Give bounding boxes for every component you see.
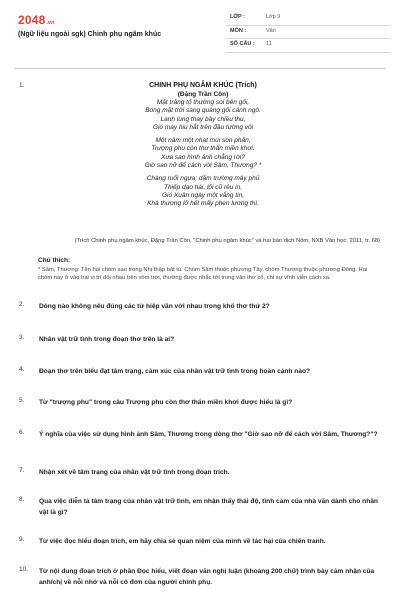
poem-citation: (Trích Chinh phụ ngâm khúc, Đặng Trần Côn, "Chinh phụ ngâm khúc" và hai bản dịch Nôm, NXB Văn học, 2011, tr. 68) xyxy=(74,238,380,244)
question-item xyxy=(19,397,384,408)
question-item xyxy=(19,301,384,312)
question-item xyxy=(19,366,384,377)
poem-line: Mặt trăng tỏ thường soi bên gối, xyxy=(156,99,250,106)
meta-value: Lớp 9 xyxy=(266,14,281,20)
document-title: (Ngữ liệu ngoài sgk) Chinh phụ ngâm khúc xyxy=(18,31,162,38)
question-text: Nhận xét về tâm trạng của nhân vật trữ tình trong đoạn trích. xyxy=(39,469,230,476)
meta-label: LỚP : xyxy=(230,14,245,20)
poem-line: Khá thương lỡ hết mấy phen lương thì. xyxy=(147,200,259,208)
question-text: Từ "trượng phu" trong câu Trượng phu còn thơ thẩn miền khơi được hiểu là gì? xyxy=(39,399,293,406)
meta-label: SỐ CÂU : xyxy=(230,41,255,47)
poem-line: Giờ sao nỡ để cách vời Sâm, Thương? * xyxy=(144,162,262,170)
poem-stanza xyxy=(30,137,376,170)
poem-line: Chàng ruổi ngựa; dặm trường mây phủ xyxy=(146,175,260,183)
poem-title: CHINH PHỤ NGÂM KHÚC (Trích) xyxy=(149,82,257,89)
question-text: Đoạn thơ trên biểu đạt tâm trạng, cảm xúc của nhân vật trữ tình trong hoàn cảnh nào? xyxy=(39,368,311,375)
question-item xyxy=(19,334,384,345)
note-heading: Chú thích: xyxy=(38,257,71,264)
poem-line: Bóng mặt trời sáng quáng gối cảnh ngô. xyxy=(145,107,261,115)
question-item xyxy=(19,429,384,440)
question-text: Nhân vật trữ tình trong đoạn thơ trên là ai? xyxy=(39,336,175,343)
question-number: 5. xyxy=(19,397,25,404)
poem-stanza xyxy=(30,175,376,208)
question-text: Dòng nào không nêu đúng các từ hiệp vần với nhau trong khổ thơ thứ 2? xyxy=(39,303,270,310)
question-item xyxy=(19,467,384,478)
poem-block xyxy=(30,82,376,209)
question-number: 10. xyxy=(19,566,29,573)
question-text: Từ nội dung đoạn trích ở phần Đọc hiểu, viết đoạn văn nghị luận (khoảng 200 chữ) trình bày cảm nhận của anh/chị về nỗi nhớ và nỗi cô đơn của người chinh phụ. xyxy=(39,568,375,586)
question-item xyxy=(19,566,384,588)
poem-line: Trượng phu còn thơ thẩn miền khơi. xyxy=(151,145,255,153)
meta-row-question-count xyxy=(226,39,390,53)
site-logo[interactable] xyxy=(18,13,54,27)
header-divider xyxy=(14,68,386,69)
meta-value: Văn xyxy=(266,27,276,34)
question-text: Từ việc đọc hiểu đoạn trích, em hãy chia sẻ quan niệm của mình về tác hại của chiến tranh. xyxy=(39,538,326,545)
worksheet-header xyxy=(10,10,390,60)
question-number: 4. xyxy=(19,366,25,373)
question-number: 6. xyxy=(19,429,25,436)
logo-number: 2048 xyxy=(18,13,46,27)
poem-author: (Đặng Trần Côn) xyxy=(177,90,229,98)
question-text: Ý nghĩa của việc sử dụng hình ảnh Sâm, Thương trong dòng thơ "Giờ sao nỡ để cách vời Sâm, Thương?"? xyxy=(39,431,378,438)
meta-row-class xyxy=(226,12,390,26)
question-number: 9. xyxy=(19,536,25,543)
meta-row-subject xyxy=(226,26,390,40)
question-number: 3. xyxy=(19,334,25,341)
meta-table xyxy=(226,12,390,53)
logo-tld: .vn xyxy=(46,20,55,26)
poem-line: Một năm một nhạt mùi son phấn, xyxy=(155,137,251,145)
poem-line: Gió may hiu hắt trên đầu tường vôi xyxy=(152,123,254,131)
question-item xyxy=(19,536,384,547)
poem-stanza xyxy=(30,99,376,132)
note-body: * Sâm, Thương: Tên hai chòm sao trong Nhị thập bát tú. Chòm Sâm thuộc phương Tây, chòm Thương thuộc phương Đông. Hai chòm này ở vào hai vị trí đối nhau trên vòm trời, thường được nhắc tới trong văn thơ cổ, chỉ sự vĩnh viễn cách xa. xyxy=(38,267,368,281)
item-number: 1. xyxy=(19,82,25,89)
question-item xyxy=(19,496,384,518)
poem-line: Lanh lùng thay bây chiều thu, xyxy=(160,115,246,123)
meta-label: MÔN : xyxy=(230,27,247,34)
poem-line: Thiếp dạo hài, lối cũ rêu in. xyxy=(163,183,243,191)
meta-value: 11 xyxy=(266,41,272,47)
poem-line: Gió Xuân ngày một vắng tin, xyxy=(161,191,245,199)
question-number: 2. xyxy=(19,301,25,308)
question-number: 7. xyxy=(19,467,25,474)
question-number: 8. xyxy=(19,496,25,503)
poem-line: Xưa sao hình ảnh chẳng rời? xyxy=(161,153,245,161)
question-text: Qua việc diễn tả tâm trạng của nhân vật trữ tình, em nhận thấy thái độ, tình cảm của nhà văn dành cho nhân vật là gì? xyxy=(39,498,378,516)
